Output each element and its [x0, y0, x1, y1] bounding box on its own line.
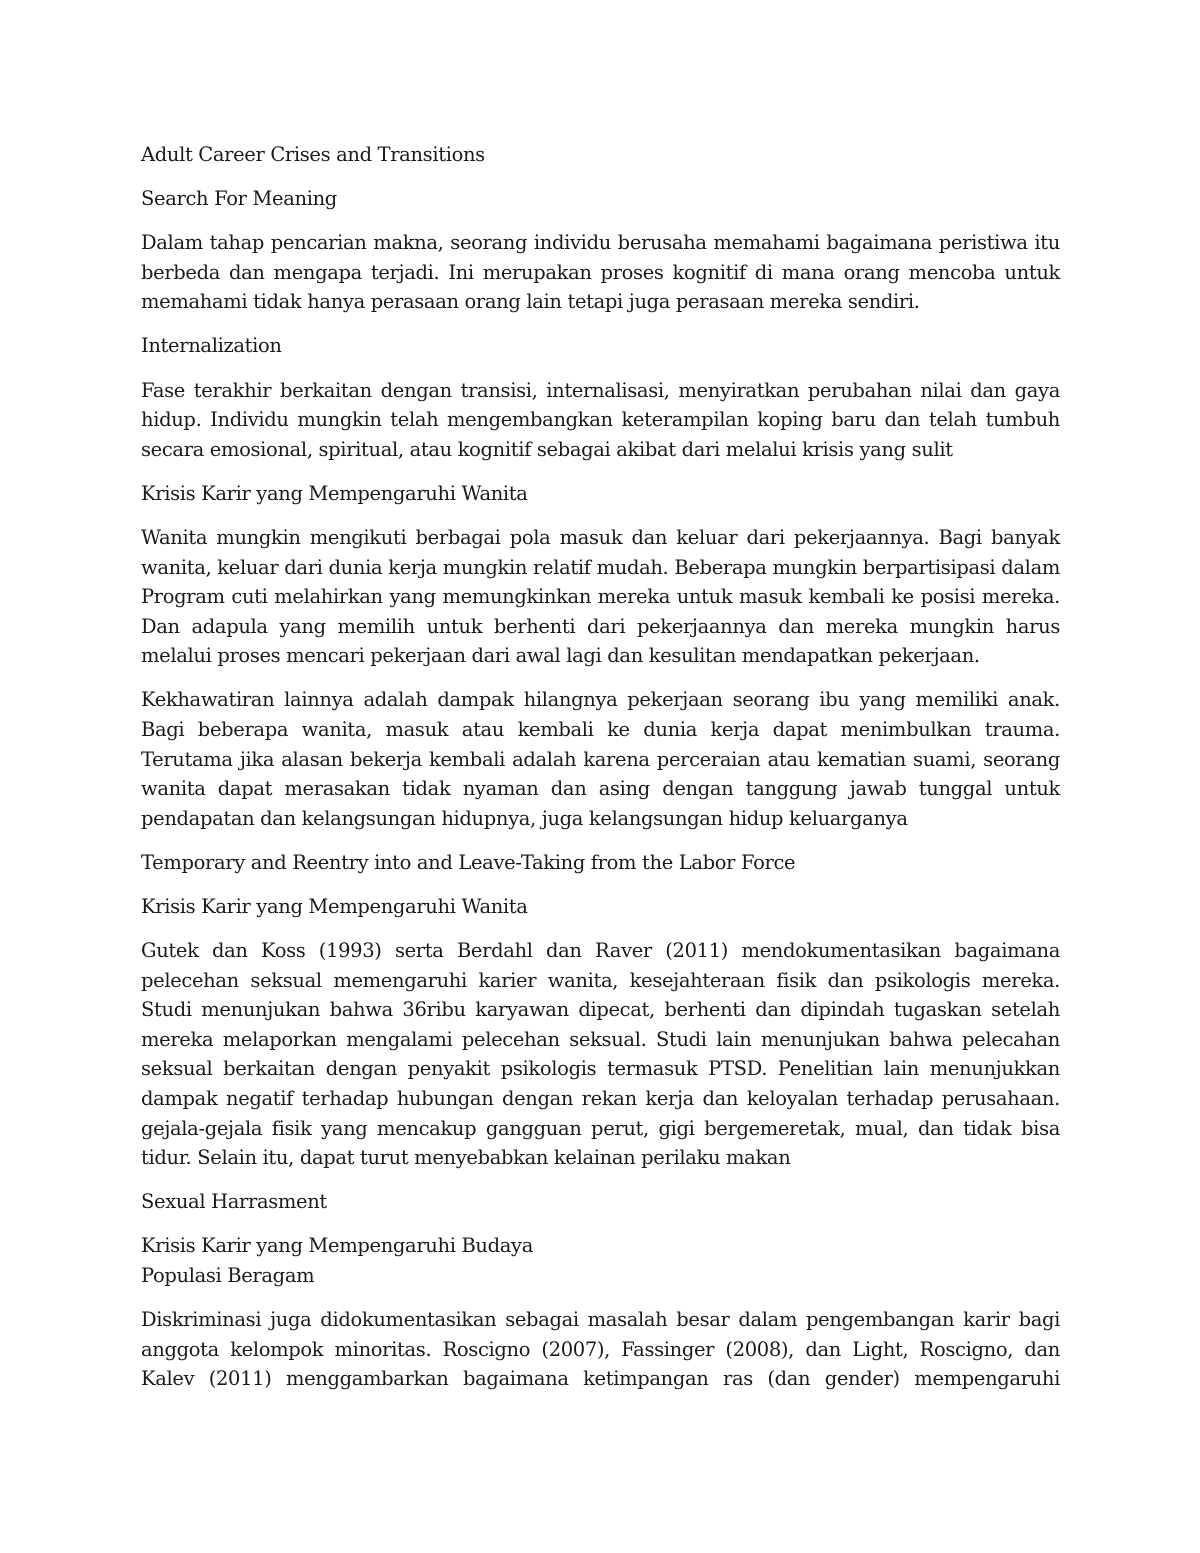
heading-populasi-beragam: Populasi Beragam: [141, 1264, 315, 1287]
heading-krisis-karir-budaya: Krisis Karir yang Mempengaruhi Budaya: [141, 1234, 533, 1258]
paragraph-search-for-meaning: Dalam tahap pencarian makna, seorang individu berusaha memahami bagaimana peristiwa itu berbeda dan mengapa terjadi. Ini merupakan proses kognitif di mana orang mencoba untuk memahami tidak hanya perasaan orang lain tetapi juga perasaan mereka sendiri.: [141, 231, 1060, 314]
heading-internalization: Internalization: [141, 334, 282, 358]
paragraph-wanita-pola-kerja: Wanita mungkin mengikuti berbagai pola masuk dan keluar dari pekerjaannya. Bagi banyak wanita, keluar dari dunia kerja mungkin relatif mudah. Beberapa mungkin berpartisipasi dalam Program cuti melahirkan yang memungkinkan mereka untuk masuk kembali ke posisi mereka. Dan adapula yang memilih untuk berhenti dari pekerjaannya dan mereka mungkin harus melalui proses mencari pekerjaan dari awal lagi dan kesulitan mendapatkan pekerjaan.: [141, 525, 1060, 668]
heading-sexual-harrasment: Sexual Harrasment: [141, 1190, 327, 1214]
paragraph-diskriminasi: Diskriminasi juga didokumentasikan sebagai masalah besar dalam pengembangan karir bagi anggota kelompok minoritas. Roscigno (2007), Fassinger (2008), dan Light, Roscigno, dan Kalev (2011) menggambarkan bagaimana ketimpangan ras (dan gender) mempengaruhi: [141, 1308, 1060, 1391]
paragraph-internalization: Fase terakhir berkaitan dengan transisi, internalisasi, menyiratkan perubahan nilai dan gaya hidup. Individu mungkin telah mengembangkan keterampilan koping baru dan telah tumbuh secara emosional, spiritual, atau kognitif sebagai akibat dari melalui krisis yang sulit: [141, 378, 1060, 461]
heading-krisis-karir-wanita-2: Krisis Karir yang Mempengaruhi Wanita: [141, 894, 528, 918]
paragraph-pelecehan-seksual: Gutek dan Koss (1993) serta Berdahl dan Raver (2011) mendokumentasikan bagaimana pelecehan seksual memengaruhi karier wanita, kesejahteraan fisik dan psikologis mereka. Studi menunjukan bahwa 36ribu karyawan dipecat, berhenti dan dipindah tugaskan setelah mereka melaporkan mengalami pelecehan seksual. Studi lain menunjukan bahwa pelecahan seksual berkaitan dengan penyakit psikologis termasuk PTSD. Penelitian lain menunjukkan dampak negatif terhadap hubungan dengan rekan kerja dan keloyalan terhadap perusahaan. gejala-gejala fisik yang mencakup gangguan perut, gigi bergemeretak, mual, dan tidak bisa tidur. Selain itu, dapat turut menyebabkan kelainan perilaku makan: [141, 939, 1060, 1170]
heading-temporary-reentry: Temporary and Reentry into and Leave-Taking from the Labor Force: [141, 850, 796, 874]
paragraph-wanita-kekhawatiran: Kekhawatiran lainnya adalah dampak hilangnya pekerjaan seorang ibu yang memiliki anak. Bagi beberapa wanita, masuk atau kembali ke dunia kerja dapat menimbulkan trauma. Terutama jika alasan bekerja kembali adalah karena perceraian atau kematian suami, seorang wanita dapat merasakan tidak nyaman dan asing dengan tanggung jawab tunggal untuk pendapatan dan kelangsungan hidupnya, juga kelangsungan hidup keluarganya: [141, 688, 1060, 830]
heading-search-for-meaning: Search For Meaning: [141, 187, 337, 211]
document-title: Adult Career Crises and Transitions: [141, 143, 485, 166]
heading-krisis-karir-wanita: Krisis Karir yang Mempengaruhi Wanita: [141, 481, 528, 505]
